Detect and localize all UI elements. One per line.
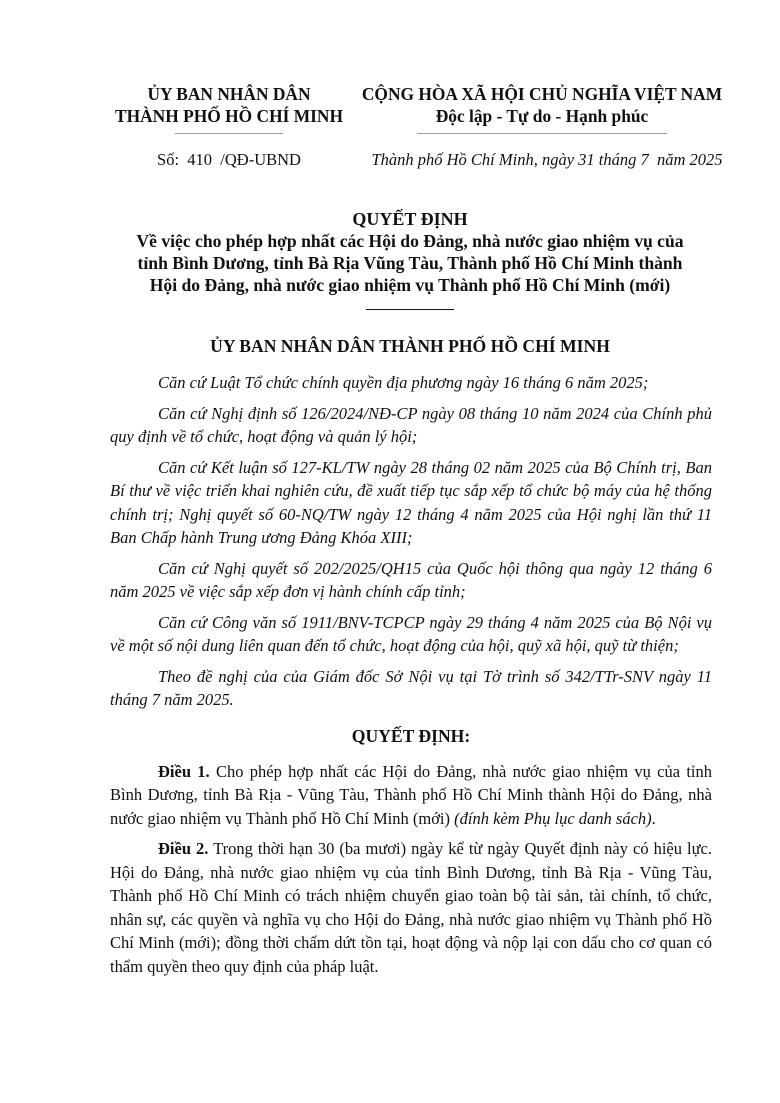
article-1-label: Điều 1. bbox=[158, 761, 210, 781]
agency-name-line-2: THÀNH PHỐ HỒ CHÍ MINH bbox=[114, 106, 343, 126]
issuing-agency-block bbox=[100, 83, 358, 134]
article-1-attachment-note: (đính kèm Phụ lục danh sách) bbox=[454, 808, 652, 828]
motto-underline bbox=[417, 133, 667, 134]
legal-basis-paragraph: Căn cứ Nghị quyết số 202/2025/QH15 của Quốc hội thông qua ngày 12 tháng 6 năm 2025 về việc sắp xếp đơn vị hành chính cấp tỉnh; bbox=[110, 558, 712, 601]
article-1 bbox=[110, 760, 712, 831]
proposal-paragraph: Theo đề nghị của của Giám đốc Sở Nội vụ tại Tờ trình số 342/TTr-SNV ngày 11 tháng 7 năm 2025. bbox=[110, 666, 712, 709]
article-2 bbox=[110, 837, 712, 978]
place-and-date: Thành phố Hồ Chí Minh, ngày 31 tháng 7 năm 2025 bbox=[371, 150, 723, 169]
subject-line: tỉnh Bình Dương, tỉnh Bà Rịa Vũng Tàu, Thành phố Hồ Chí Minh thành bbox=[137, 253, 683, 273]
article-1-end: . bbox=[651, 808, 656, 828]
document-body bbox=[110, 371, 712, 985]
national-motto: Độc lập - Tự do - Hạnh phúc bbox=[435, 106, 649, 126]
subject-line: Về việc cho phép hợp nhất các Hội do Đảng, nhà nước giao nhiệm vụ của bbox=[136, 231, 684, 251]
national-title: CỘNG HÒA XÃ HỘI CHỦ NGHĨA VIỆT NAM bbox=[361, 84, 723, 104]
national-motto-block bbox=[352, 83, 732, 134]
agency-underline bbox=[175, 133, 283, 134]
legal-basis-paragraph: Căn cứ Luật Tổ chức chính quyền địa phương ngày 16 tháng 6 năm 2025; bbox=[158, 373, 649, 392]
article-2-text: Trong thời hạn 30 (ba mươi) ngày kể từ ngày Quyết định này có hiệu lực. Hội do Đảng, nhà nước giao nhiệm vụ của tỉnh Bình Dương, tỉnh Bà Rịa - Vũng Tàu, Thành phố Hồ Chí Minh có trách nhiệm chuyển giao toàn bộ tài sản, tài chính, tổ chức, nhân sự, các quyền và nghĩa vụ cho Hội do Đảng, nhà nước giao nhiệm vụ Thành phố Hồ Chí Minh (mới); đồng thời chấm dứt tồn tại, hoạt động và nộp lại con dấu cho cơ quan có thẩm quyền theo quy định của pháp luật. bbox=[110, 839, 713, 976]
article-2-label: Điều 2. bbox=[158, 839, 209, 858]
legal-basis-paragraph: Căn cứ Kết luận số 127-KL/TW ngày 28 tháng 02 năm 2025 của Bộ Chính trị, Ban Bí thư về việc triển khai nghiên cứu, đề xuất tiếp tục sắp xếp tổ chức bộ máy của hệ thống chính trị; Nghị quyết số 60-NQ/TW ngày 12 tháng 4 năm 2025 của Hội nghị lần thứ 11 Ban Chấp hành Trung ương Đảng Khóa XIII; bbox=[110, 457, 712, 547]
legal-basis-paragraph: Căn cứ Nghị định số 126/2024/NĐ-CP ngày 08 tháng 10 năm 2024 của Chính phủ quy định về tổ chức, hoạt động và quản lý hội; bbox=[110, 403, 712, 446]
document-title-block bbox=[100, 208, 720, 310]
article-1-text: Cho phép hợp nhất các Hội do Đảng, nhà nước giao nhiệm vụ của tỉnh Bình Dương, tỉnh Bà Rịa - Vũng Tàu, Thành phố Hồ Chí Minh thành Hội do Đảng, nhà nước giao nhiệm vụ Thành phố Hồ Chí Minh (mới) bbox=[110, 761, 713, 828]
title-divider bbox=[366, 309, 454, 310]
document-number: Số: 410 /QĐ-UBND bbox=[157, 150, 301, 169]
legal-basis-paragraph: Căn cứ Công văn số 1911/BNV-TCPCP ngày 29 tháng 4 năm 2025 của Bộ Nội vụ về một số nội dung liên quan đến tổ chức, hoạt động của hội, quỹ xã hội, quỹ từ thiện; bbox=[110, 612, 712, 655]
subject-line: Hội do Đảng, nhà nước giao nhiệm vụ Thành phố Hồ Chí Minh (mới) bbox=[149, 275, 671, 295]
decision-heading: QUYẾT ĐỊNH: bbox=[351, 725, 471, 746]
document-type-title: QUYẾT ĐỊNH bbox=[352, 209, 468, 229]
issuing-authority-heading: ỦY BAN NHÂN DÂN THÀNH PHỐ HỒ CHÍ MINH bbox=[210, 336, 610, 356]
agency-name-line-1: ỦY BAN NHÂN DÂN bbox=[147, 84, 311, 104]
